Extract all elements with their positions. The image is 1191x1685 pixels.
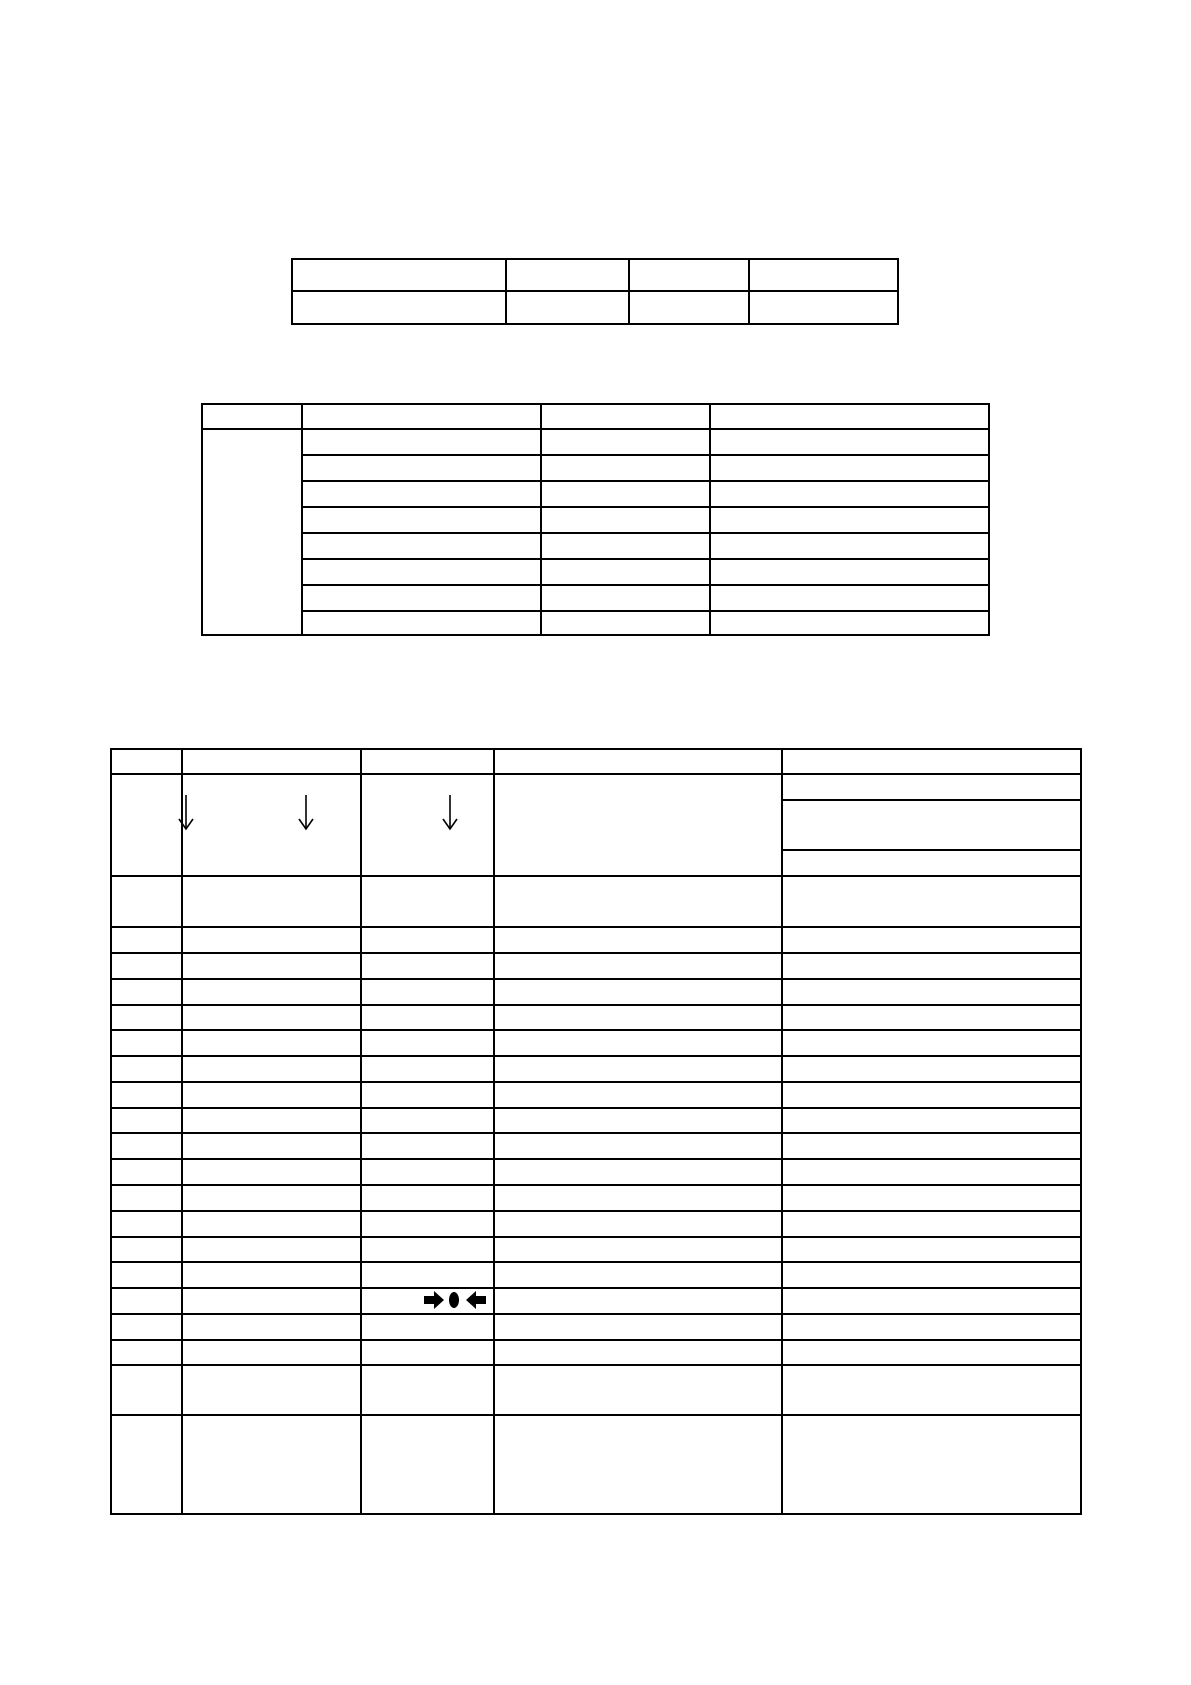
main-table-line xyxy=(110,1414,1082,1416)
converge-arrows-icon xyxy=(424,1290,488,1310)
main-table-line xyxy=(110,1132,1082,1134)
main-table-line xyxy=(110,1261,1082,1263)
main-table-line xyxy=(110,1513,1082,1515)
main-table-line xyxy=(1080,748,1082,1515)
main-table-line xyxy=(110,1364,1082,1366)
list-table-line xyxy=(301,558,990,560)
summary-table-line xyxy=(291,323,899,325)
main-table-line xyxy=(493,748,495,1515)
summary-table-line xyxy=(748,258,750,325)
summary-table-line xyxy=(505,258,507,325)
down-arrow-icon xyxy=(296,793,316,833)
list-table-line xyxy=(301,506,990,508)
list-table-line xyxy=(301,532,990,534)
main-table-line xyxy=(110,1107,1082,1109)
list-table-line xyxy=(201,403,203,636)
list-table-line xyxy=(301,480,990,482)
main-table-line xyxy=(110,748,1082,750)
main-table-line xyxy=(782,799,1082,801)
list-table-line xyxy=(301,403,303,636)
main-table-line xyxy=(110,1029,1082,1031)
main-table-line xyxy=(110,926,1082,928)
summary-table-line xyxy=(291,258,293,325)
list-table-line xyxy=(988,403,990,636)
list-table-line xyxy=(301,610,990,612)
list-table-line xyxy=(201,403,990,405)
summary-table-line xyxy=(897,258,899,325)
list-table-line xyxy=(201,634,990,636)
list-table-line xyxy=(709,403,711,636)
list-table xyxy=(201,403,990,636)
main-table-line xyxy=(110,1158,1082,1160)
down-arrow-icon xyxy=(176,793,196,833)
main-table-line xyxy=(360,748,362,1515)
main-table-line xyxy=(782,849,1082,851)
main-table-line xyxy=(110,1004,1082,1006)
main-table-line xyxy=(781,748,783,1515)
main-table-line xyxy=(110,1210,1082,1212)
main-table-line xyxy=(110,978,1082,980)
main-table-line xyxy=(110,1313,1082,1315)
list-table-line xyxy=(301,584,990,586)
summary-table xyxy=(291,258,899,325)
down-arrow-icon xyxy=(440,793,460,833)
main-table-line xyxy=(110,1236,1082,1238)
main-table-line xyxy=(110,1287,1082,1289)
summary-table-line xyxy=(291,258,899,260)
main-table-line xyxy=(110,1055,1082,1057)
list-table-line xyxy=(540,403,542,636)
summary-table-line xyxy=(291,290,899,292)
main-table xyxy=(110,748,1082,1515)
main-table-line xyxy=(110,1339,1082,1341)
main-table-line xyxy=(110,1081,1082,1083)
main-table-line xyxy=(110,875,1082,877)
main-table-line xyxy=(110,952,1082,954)
main-table-line xyxy=(110,748,112,1515)
main-table-line xyxy=(110,1184,1082,1186)
summary-table-line xyxy=(628,258,630,325)
list-table-line xyxy=(301,454,990,456)
list-table-line xyxy=(201,428,990,430)
main-table-line xyxy=(181,748,183,1515)
main-table-line xyxy=(110,773,1082,775)
